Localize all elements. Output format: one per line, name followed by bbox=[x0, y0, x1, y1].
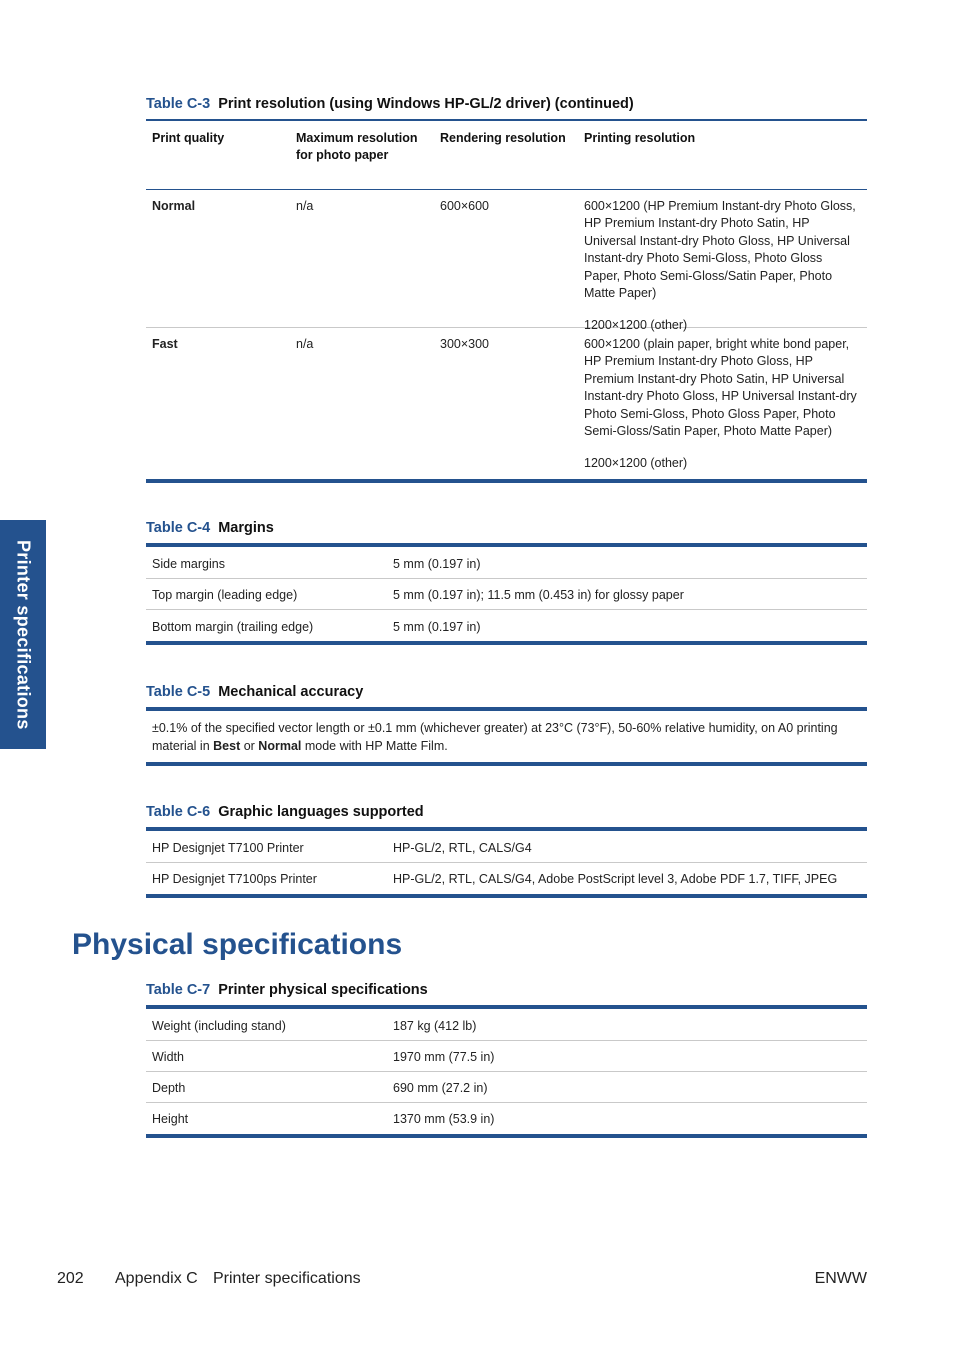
cell-label: Height bbox=[152, 1112, 189, 1126]
cell-quality: Normal bbox=[152, 198, 196, 213]
header-rendering-resolution: Rendering resolution bbox=[440, 130, 566, 145]
table-c6-number: Table C-6 bbox=[146, 804, 211, 820]
cell-value: 5 mm (0.197 in); 11.5 mm (0.453 in) for glossy paper bbox=[393, 588, 684, 602]
cell-label: Width bbox=[152, 1050, 184, 1064]
cell-label: Weight (including stand) bbox=[152, 1019, 286, 1033]
footer-locale: ENWW bbox=[814, 1270, 867, 1287]
text-bold-normal: Normal bbox=[258, 738, 302, 753]
header-max-resolution: Maximum resolution for photo paper bbox=[296, 130, 418, 163]
text-run: ±0.1% of the specified vector length or ±0.1 mm (whichever greater) at 23°C (73°F), 50-60% relative humidity, on A0 printing material in bbox=[152, 721, 838, 753]
cell-label: Top margin (leading edge) bbox=[152, 588, 298, 602]
cell-value: HP-GL/2, RTL, CALS/G4 bbox=[393, 841, 532, 855]
cell-max-res: n/a bbox=[296, 198, 314, 213]
table-row bbox=[146, 831, 867, 863]
table-c4-number: Table C-4 bbox=[146, 520, 211, 536]
cell-quality: Fast bbox=[152, 336, 178, 351]
cell-label: HP Designjet T7100ps Printer bbox=[152, 872, 317, 886]
text-run: mode with HP Matte Film. bbox=[301, 738, 448, 753]
cell-print bbox=[578, 198, 867, 333]
cell-value: HP-GL/2, RTL, CALS/G4, Adobe PostScript level 3, Adobe PDF 1.7, TIFF, JPEG bbox=[393, 872, 838, 886]
table-c6-title: Graphic languages supported bbox=[218, 804, 424, 820]
table-header-row bbox=[146, 121, 867, 190]
mechanical-accuracy-text bbox=[146, 720, 867, 762]
cell-print-paragraph: 1200×1200 (other) bbox=[584, 456, 688, 471]
cell-print-paragraph: 600×1200 (HP Premium Instant-dry Photo Gloss, HP Premium Instant-dry Photo Satin, HP Universal Instant-dry Photo Gloss, HP Universal Instant-dry Photo Semi-Gloss, Photo Gloss Paper, Photo Semi-Gloss/Satin Paper, Photo Matte Paper) bbox=[584, 198, 856, 301]
cell-value: 1370 mm (53.9 in) bbox=[393, 1112, 495, 1126]
cell-value: 690 mm (27.2 in) bbox=[393, 1081, 488, 1095]
table-c3 bbox=[146, 119, 867, 483]
cell-print-paragraph: 1200×1200 (other) bbox=[584, 318, 688, 333]
table-row bbox=[146, 579, 867, 610]
header-print-quality: Print quality bbox=[152, 130, 225, 145]
text-run: or bbox=[240, 738, 259, 753]
cell-render: 300×300 bbox=[440, 336, 490, 351]
cell-max-res: n/a bbox=[296, 336, 314, 351]
table-row bbox=[146, 1009, 867, 1041]
table-row bbox=[146, 1072, 867, 1103]
table-c3-title: Print resolution (using Windows HP-GL/2 driver) (continued) bbox=[218, 96, 634, 112]
table-c7-title: Printer physical specifications bbox=[218, 982, 428, 998]
table-c7 bbox=[146, 1005, 867, 1138]
footer-chapter: Printer specifications bbox=[213, 1270, 361, 1287]
cell-value: 1970 mm (77.5 in) bbox=[393, 1050, 495, 1064]
table-row bbox=[146, 328, 867, 479]
cell-label: Bottom margin (trailing edge) bbox=[152, 620, 314, 634]
text-bold-best: Best bbox=[213, 738, 241, 753]
table-c5-caption bbox=[146, 684, 363, 700]
header-printing-resolution: Printing resolution bbox=[584, 130, 696, 145]
cell-value: 5 mm (0.197 in) bbox=[393, 620, 481, 634]
table-c7-number: Table C-7 bbox=[146, 982, 211, 998]
page-number: 202 bbox=[57, 1270, 84, 1287]
table-c4-caption bbox=[146, 520, 274, 536]
table-c3-number: Table C-3 bbox=[146, 96, 211, 112]
table-c6-caption bbox=[146, 804, 424, 820]
cell-label: Side margins bbox=[152, 557, 225, 571]
chapter-side-tab bbox=[0, 520, 46, 749]
table-row bbox=[146, 190, 867, 333]
section-heading: Physical specifications bbox=[72, 928, 403, 961]
cell-print bbox=[578, 336, 867, 479]
table-row bbox=[146, 711, 867, 762]
cell-label: HP Designjet T7100 Printer bbox=[152, 841, 304, 855]
table-row bbox=[146, 1041, 867, 1072]
cell-render: 600×600 bbox=[440, 198, 490, 213]
side-tab-label: Printer specifications bbox=[13, 539, 34, 730]
table-row bbox=[146, 863, 867, 894]
table-c4-title: Margins bbox=[218, 520, 274, 536]
table-c5 bbox=[146, 707, 867, 766]
cell-print-paragraph: 600×1200 (plain paper, bright white bond paper, HP Premium Instant-dry Photo Gloss, HP Premium Instant-dry Photo Satin, HP Universal Instant-dry Photo Gloss, HP Universal Instant-dry Photo Semi-Gloss, Photo Gloss Paper, Photo Semi-Gloss/Satin Paper, Photo Matte Paper) bbox=[584, 336, 857, 439]
table-c5-number: Table C-5 bbox=[146, 684, 211, 700]
table-row bbox=[146, 1103, 867, 1134]
table-row bbox=[146, 547, 867, 579]
table-c5-title: Mechanical accuracy bbox=[218, 684, 364, 700]
table-c4 bbox=[146, 543, 867, 645]
table-c3-caption bbox=[146, 96, 634, 112]
footer-appendix: Appendix C bbox=[115, 1270, 198, 1287]
table-c7-caption bbox=[146, 982, 428, 998]
cell-label: Depth bbox=[152, 1081, 186, 1095]
table-c6 bbox=[146, 827, 867, 898]
cell-value: 187 kg (412 lb) bbox=[393, 1019, 477, 1033]
cell-value: 5 mm (0.197 in) bbox=[393, 557, 481, 571]
table-row bbox=[146, 610, 867, 641]
